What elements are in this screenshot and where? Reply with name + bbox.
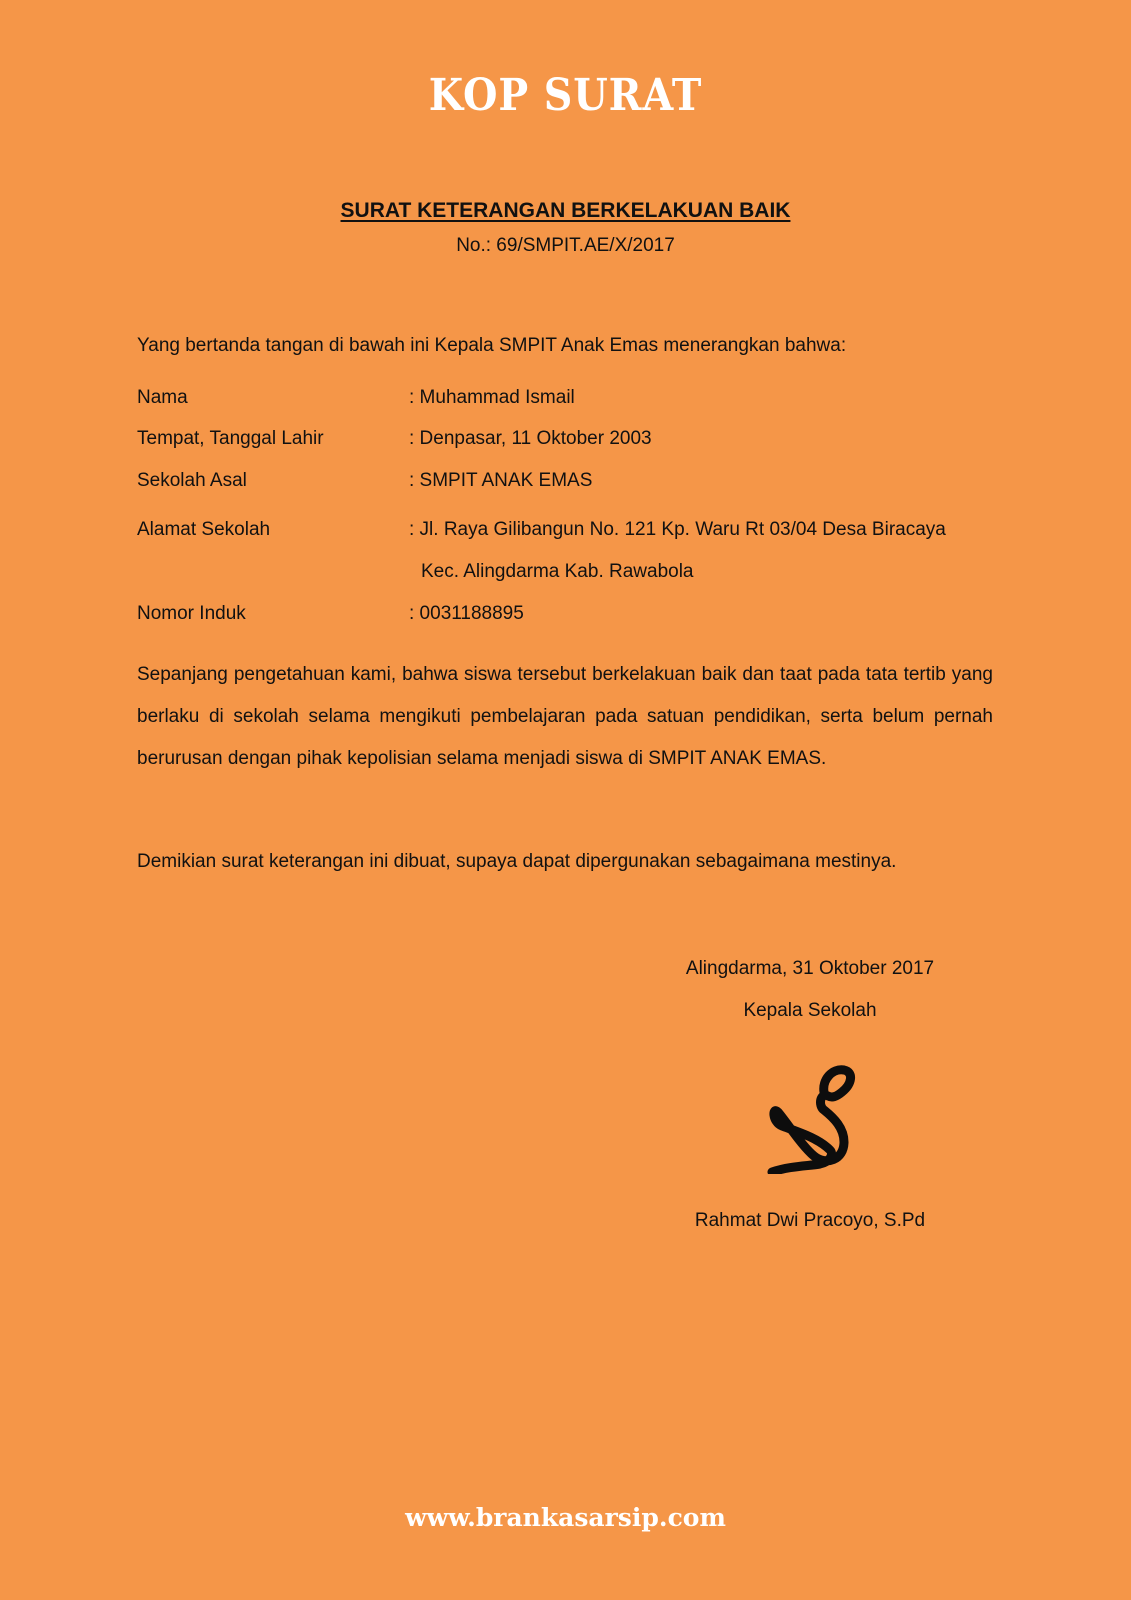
- document-title: SURAT KETERANGAN BERKELAKUAN BAIK: [340, 199, 791, 222]
- field-label: Alamat Sekolah: [137, 519, 271, 540]
- field-value: : 0031188895: [409, 603, 524, 624]
- closing-text: Demikian surat keterangan ini dibuat, supaya dapat dipergunakan sebagaimana mestinya.: [137, 851, 897, 872]
- field-label: Nomor Induk: [137, 603, 246, 624]
- field-row-nama: [137, 383, 1007, 413]
- field-row-student-number: [137, 599, 1007, 629]
- signer-name: Rahmat Dwi Pracoyo, S.Pd: [694, 1210, 926, 1231]
- field-value: : SMPIT ANAK EMAS: [409, 470, 593, 491]
- place-date: Alingdarma, 31 Oktober 2017: [685, 958, 935, 979]
- field-label: Tempat, Tanggal Lahir: [137, 428, 324, 449]
- field-value: : Muhammad Ismail: [409, 387, 575, 408]
- letterhead-title: KOP SURAT: [428, 70, 703, 121]
- field-row-birth: [137, 424, 1007, 454]
- field-row-address: [137, 515, 1007, 545]
- intro-text: Yang bertanda tangan di bawah ini Kepala SMPIT Anak Emas menerangkan bahwa:: [137, 335, 847, 356]
- document-number: No.: 69/SMPIT.AE/X/2017: [456, 235, 675, 256]
- address-continuation: Kec. Alingdarma Kab. Rawabola: [421, 561, 694, 582]
- field-value: : Jl. Raya Gilibangun No. 121 Kp. Waru Rt 03/04 Desa Biracaya: [409, 519, 946, 540]
- field-row-school: [137, 466, 1007, 496]
- footer-url: www.brankasarsip.com: [405, 1503, 726, 1532]
- field-value: : Denpasar, 11 Oktober 2003: [409, 428, 652, 449]
- signature-mark: [762, 1062, 862, 1174]
- body-paragraph: Sepanjang pengetahuan kami, bahwa siswa tersebut berkelakuan baik dan taat pada tata tertib yang berlaku di sekolah selama mengikuti pembelajaran pada satuan pendidikan, serta belum pernah berurusan dengan pihak kepolisian selama menjadi siswa di SMPIT ANAK EMAS.: [137, 664, 993, 769]
- field-label: Sekolah Asal: [137, 470, 247, 491]
- field-label: Nama: [137, 387, 188, 408]
- signer-role: Kepala Sekolah: [743, 1000, 877, 1021]
